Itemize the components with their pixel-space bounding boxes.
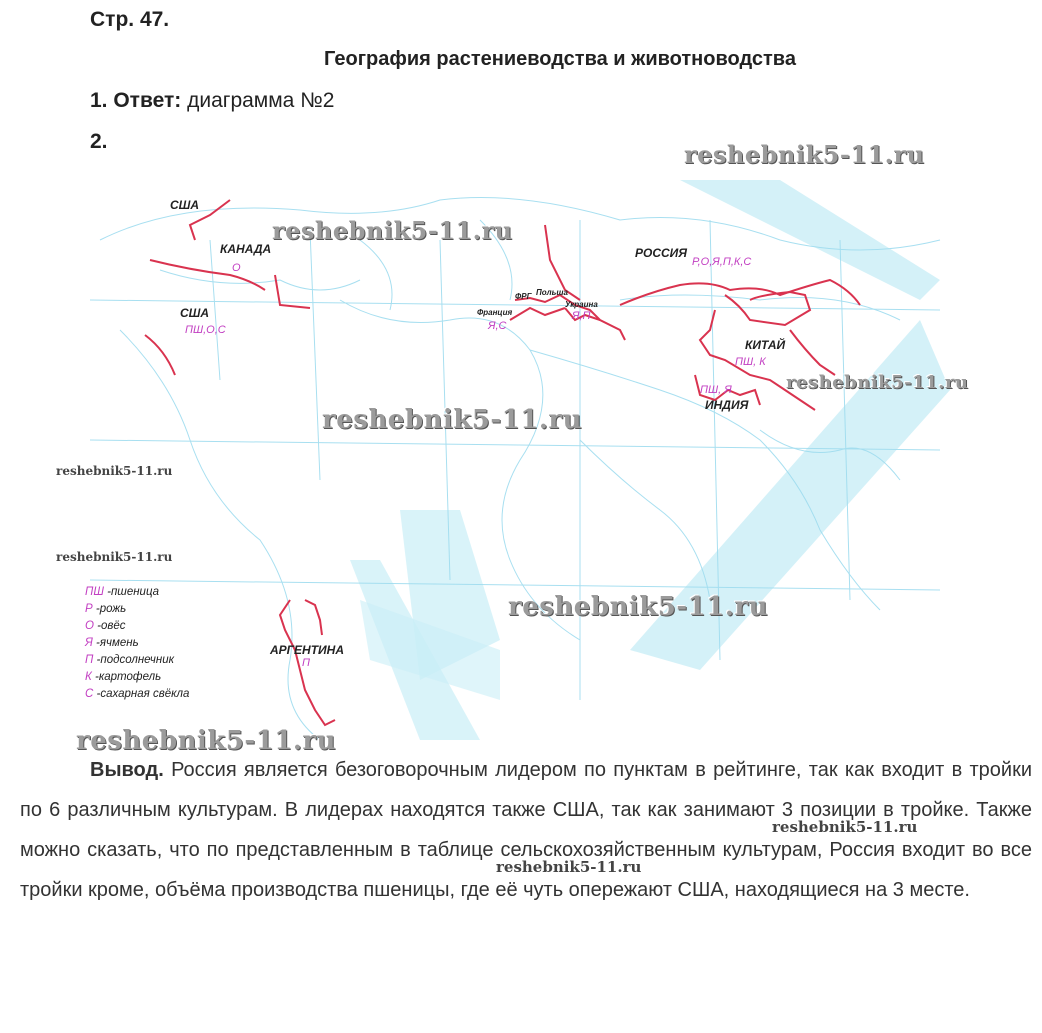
answer-2-label: 2. [90, 130, 108, 153]
section-title: География растениеводства и животноводства [324, 48, 796, 70]
label-usa: США [180, 306, 210, 320]
label-canada: КАНАДА [220, 242, 272, 256]
label-usa-north: США [170, 198, 200, 212]
watermark: reshebnik5-11.ru [272, 216, 513, 245]
label-china: КИТАЙ [745, 338, 786, 352]
conclusion-paragraph [20, 750, 1032, 910]
conclusion-label: Вывод. [90, 759, 164, 781]
label-poland: Польша [536, 288, 568, 297]
codes-china: ПШ, К [735, 356, 766, 368]
watermark: reshebnik5-11.ru [56, 464, 173, 478]
legend-item: К -картофель [85, 671, 162, 683]
legend-item: О -овёс [85, 620, 126, 632]
legend-item: Я -ячмень [85, 637, 139, 649]
codes-canada: О [232, 262, 241, 274]
codes-russia: Р,О,Я,П,К,С [692, 256, 752, 268]
label-ukraine: Украина [565, 300, 598, 309]
watermark: reshebnik5-11.ru [56, 550, 173, 564]
legend-item: Р -рожь [85, 603, 127, 615]
map-legend [85, 584, 189, 703]
watermark: reshebnik5-11.ru [684, 140, 925, 169]
codes-france: Я,С [488, 320, 507, 332]
label-argentina: АРГЕНТИНА [270, 643, 344, 657]
answer-1-label: 1. Ответ: [90, 89, 182, 112]
codes-usa: ПШ,О,С [185, 324, 226, 336]
answer-1-value: диаграмма №2 [187, 89, 335, 112]
label-india: ИНДИЯ [705, 398, 749, 412]
watermark: reshebnik5-11.ru [786, 372, 969, 393]
answer-1 [90, 89, 334, 113]
world-map [60, 180, 960, 745]
watermark: reshebnik5-11.ru [772, 818, 918, 836]
codes-ukraine: Я,П [572, 310, 591, 322]
label-france: Франция [477, 308, 513, 317]
watermark: reshebnik5-11.ru [496, 858, 642, 876]
conclusion-text: Россия является безоговорочным лидером по пунктам в рейтинге, так как входит в тройки по 6 различным культурам. В лидерах находятся также США, так как занимают 3 позиции в тройке. Также можно сказать, что по представленным в таблице сельскохозяйственным культурам, Россия входит во все тройки кроме, объёма производства пшеницы, где её чуть опережают США, находящиеся на 3 месте. [20, 759, 1032, 901]
watermark: reshebnik5-11.ru [508, 592, 769, 622]
legend-item: П -подсолнечник [85, 654, 175, 666]
legend-item: С -сахарная свёкла [85, 688, 190, 700]
page-reference: Стр. 47. [90, 8, 170, 31]
codes-argentina: П [302, 657, 310, 669]
legend-item: ПШ -пшеница [85, 586, 160, 598]
label-russia: РОССИЯ [635, 246, 688, 260]
codes-india: ПШ, Я [700, 384, 732, 396]
label-germany: ФРГ [515, 292, 532, 301]
watermark: reshebnik5-11.ru [76, 726, 337, 756]
watermark: reshebnik5-11.ru [322, 405, 583, 435]
